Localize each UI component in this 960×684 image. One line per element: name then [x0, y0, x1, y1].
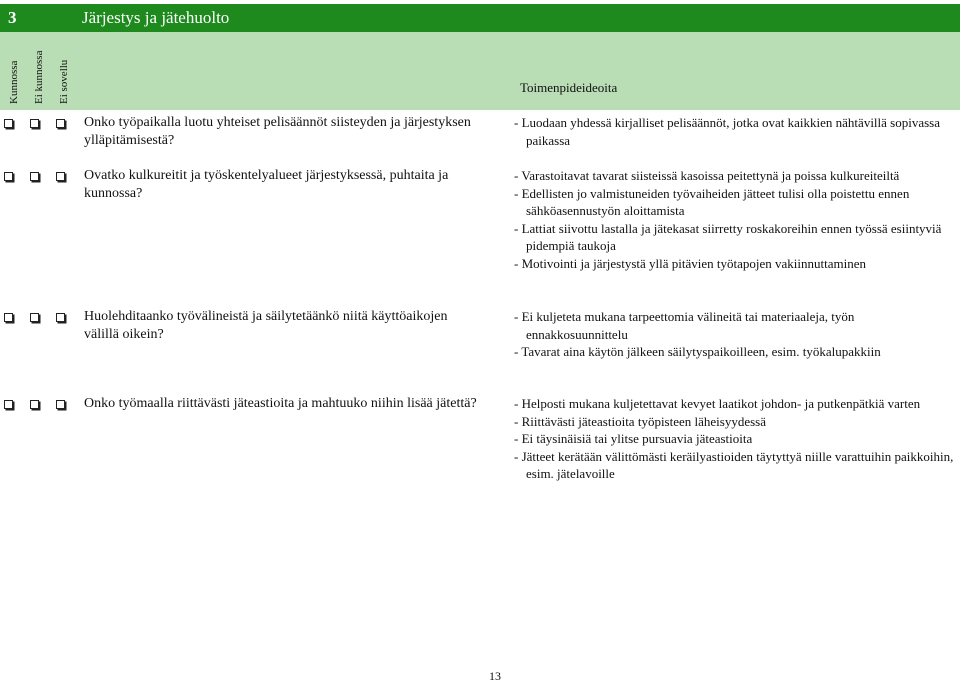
checkbox-not-ok[interactable] [30, 400, 39, 409]
action-ideas [514, 395, 954, 483]
checkbox-not-applicable[interactable] [56, 400, 65, 409]
status-header-not-applicable: Ei sovellu [58, 59, 70, 104]
section-number: 3 [8, 8, 17, 27]
status-header-ok: Kunnossa [8, 60, 20, 104]
checkbox-not-applicable[interactable] [56, 119, 65, 128]
action-idea: - Riittävästi jäteastioita työpisteen läheisyydessä [514, 413, 766, 429]
checkbox-ok[interactable] [4, 313, 13, 322]
action-idea: - Varastoitavat tavarat siisteissä kasoissa peitettynä ja poissa kulkureiteiltä [514, 168, 900, 183]
actions-column-header: Toimenpideideoita [520, 80, 618, 95]
checkbox-not-ok[interactable] [30, 313, 39, 322]
action-ideas [514, 167, 954, 272]
checklist-question: Onko työmaalla riittävästi jäteastioita ja mahtuuko niihin lisää jätettä? [84, 396, 477, 411]
checkbox-ok[interactable] [4, 400, 13, 409]
action-idea: - Jätteet kerätään välittömästi keräilyastioiden täytyttyä niille varattuihin paikkoihin, esim. jätelavoille [514, 448, 954, 481]
checkbox-not-ok[interactable] [30, 119, 39, 128]
page-number: 13 [489, 669, 501, 683]
checkbox-not-ok[interactable] [30, 172, 39, 181]
action-idea: - Luodaan yhdessä kirjalliset pelisäännöt, jotka ovat kaikkien nähtävillä sopivassa paikassa [514, 115, 940, 148]
column-header-band [0, 32, 960, 110]
checkbox-not-applicable[interactable] [56, 172, 65, 181]
checkbox-ok[interactable] [4, 119, 13, 128]
action-ideas [514, 308, 954, 361]
checklist-question: Huolehditaanko työvälineistä ja säilytetäänkö niitä käyttöaikojen välillä oikein? [84, 309, 448, 342]
status-header-not-ok: Ei kunnossa [33, 50, 45, 104]
section-title: Järjestys ja jätehuolto [82, 8, 230, 27]
checklist-question: Ovatko kulkureitit ja työskentelyalueet järjestyksessä, puhtaita ja kunnossa? [84, 168, 449, 201]
action-idea: - Ei täysinäisiä tai ylitse pursuavia jäteastioita [514, 431, 753, 446]
action-idea: - Helposti mukana kuljetettavat kevyet laatikot johdon- ja putkenpätkiä varten [514, 396, 921, 411]
checklist-question: Onko työpaikalla luotu yhteiset pelisäännöt siisteyden ja järjestyksen ylläpitämisestä? [84, 115, 471, 148]
action-idea: - Ei kuljeteta mukana tarpeettomia välineitä tai materiaaleja, työn ennakkosuunnittelu [514, 309, 855, 342]
action-idea: - Motivointi ja järjestystä yllä pitävien työtapojen vakiinnuttaminen [514, 255, 867, 271]
checkbox-not-applicable[interactable] [56, 313, 65, 322]
action-ideas [514, 114, 954, 149]
section-title-bar [0, 4, 960, 32]
action-idea: - Tavarat aina käytön jälkeen säilytyspaikoilleen, esim. työkalupakkiin [514, 344, 881, 359]
checkbox-ok[interactable] [4, 172, 13, 181]
action-idea: - Edellisten jo valmistuneiden työvaiheiden jätteet tulisi olla poistettu ennen sähköasennustyön aloittamista [514, 185, 910, 218]
action-idea: - Lattiat siivottu lastalla ja jätekasat siirretty roskakoreihin ennen työssä esiintyviä pidempiä taukoja [514, 220, 942, 253]
